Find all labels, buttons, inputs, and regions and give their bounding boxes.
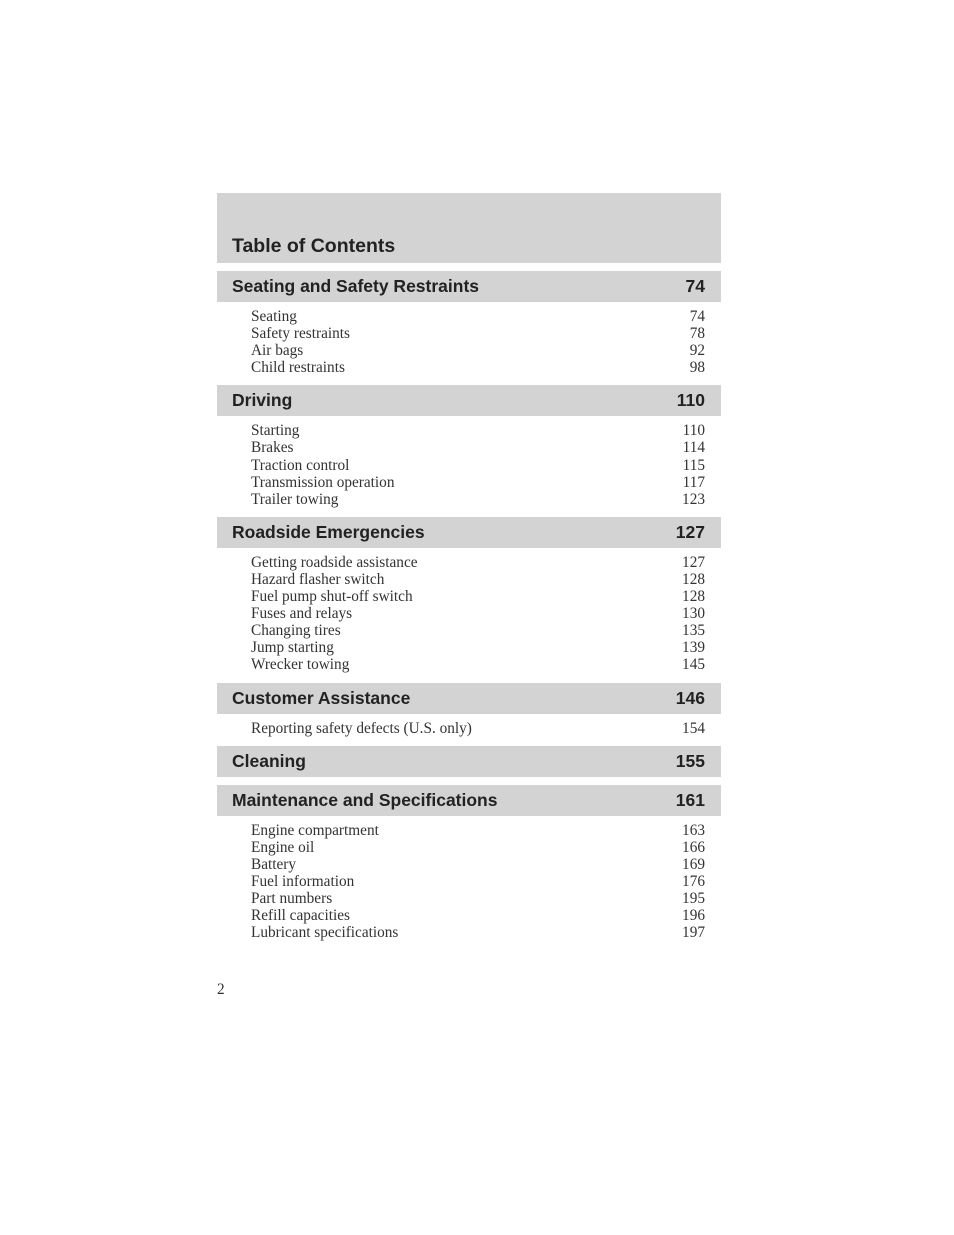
toc-entry[interactable] (217, 890, 721, 907)
toc-entry[interactable] (217, 924, 721, 941)
section-page: 110 (676, 390, 705, 411)
section-page: 146 (675, 687, 705, 708)
toc-entry[interactable] (217, 342, 721, 359)
entry-label: Fuel pump shut-off switch (251, 588, 413, 606)
entry-page: 163 (682, 821, 705, 839)
entry-page: 117 (682, 473, 705, 491)
entry-label: Air bags (251, 342, 304, 360)
entry-label: Fuses and relays (251, 605, 353, 623)
entry-label: Traction control (251, 456, 350, 474)
toc-entry[interactable] (217, 839, 721, 856)
section-heading[interactable] (217, 517, 721, 548)
section-page: 155 (675, 750, 705, 771)
section-items (217, 416, 721, 508)
toc-entry[interactable] (217, 439, 721, 456)
section-title: Driving (232, 390, 293, 411)
entry-page: 127 (682, 553, 705, 571)
entry-page: 154 (682, 719, 705, 737)
entry-page: 130 (682, 605, 705, 623)
toc-entry[interactable] (217, 325, 721, 342)
section-heading[interactable] (217, 385, 721, 416)
toc-sections (217, 271, 721, 942)
entry-label: Engine compartment (251, 821, 379, 839)
entry-page: 176 (682, 872, 705, 890)
entry-page: 114 (682, 439, 705, 457)
toc-section (217, 746, 721, 777)
toc-section (217, 271, 721, 377)
section-heading[interactable] (217, 746, 721, 777)
entry-page: 197 (682, 924, 705, 942)
entry-label: Getting roadside assistance (251, 553, 418, 571)
page-title: Table of Contents (232, 235, 396, 257)
toc-entry[interactable] (217, 308, 721, 325)
toc-entry[interactable] (217, 359, 721, 376)
entry-label: Lubricant specifications (251, 924, 399, 942)
entry-label: Wrecker towing (251, 656, 350, 674)
entry-label: Battery (251, 855, 297, 873)
entry-label: Refill capacities (251, 907, 350, 925)
toc-entry[interactable] (217, 622, 721, 639)
section-title: Customer Assistance (232, 687, 411, 708)
section-page: 161 (675, 789, 705, 810)
section-title: Cleaning (232, 750, 306, 771)
entry-label: Jump starting (251, 639, 334, 657)
section-items (217, 816, 721, 943)
toc-entry[interactable] (217, 422, 721, 439)
entry-page: 92 (689, 342, 705, 360)
toc-entry[interactable] (217, 720, 721, 737)
page-number: 2 (217, 981, 225, 998)
section-page: 127 (675, 521, 705, 542)
toc-entry[interactable] (217, 605, 721, 622)
entry-page: 74 (689, 308, 705, 325)
entry-page: 78 (689, 325, 705, 343)
entry-page: 110 (682, 422, 705, 440)
entry-label: Changing tires (251, 622, 341, 640)
toc-header (217, 193, 721, 263)
entry-page: 128 (682, 588, 705, 606)
toc-entry[interactable] (217, 656, 721, 673)
entry-label: Trailer towing (251, 490, 339, 508)
section-title: Seating and Safety Restraints (232, 276, 480, 296)
entry-page: 115 (682, 456, 705, 474)
section-title: Roadside Emergencies (232, 521, 425, 542)
toc-section (217, 683, 721, 738)
section-items (217, 548, 721, 675)
toc-section (217, 785, 721, 943)
entry-page: 123 (682, 490, 705, 508)
entry-label: Transmission operation (251, 473, 395, 491)
section-items (217, 302, 721, 377)
toc-entry[interactable] (217, 873, 721, 890)
section-items (217, 714, 721, 738)
entry-label: Fuel information (251, 872, 355, 890)
toc-entry[interactable] (217, 856, 721, 873)
section-heading[interactable] (217, 785, 721, 816)
toc-entry[interactable] (217, 639, 721, 656)
section-title: Maintenance and Specifications (232, 789, 498, 810)
entry-label: Reporting safety defects (U.S. only) (251, 719, 472, 737)
entry-page: 135 (682, 622, 705, 640)
entry-label: Part numbers (251, 889, 333, 907)
entry-page: 166 (682, 838, 705, 856)
section-heading[interactable] (217, 271, 721, 302)
toc-entry[interactable] (217, 907, 721, 924)
entry-label: Starting (251, 422, 300, 440)
entry-label: Safety restraints (251, 325, 350, 343)
toc-entry[interactable] (217, 474, 721, 491)
entry-label: Engine oil (251, 838, 315, 856)
toc-entry[interactable] (217, 457, 721, 474)
entry-page: 196 (682, 907, 705, 925)
toc-entry[interactable] (217, 571, 721, 588)
toc-entry[interactable] (217, 588, 721, 605)
entry-label: Brakes (251, 439, 294, 457)
entry-page: 169 (682, 855, 705, 873)
entry-label: Child restraints (251, 359, 345, 377)
entry-page: 145 (682, 656, 705, 674)
toc-entry[interactable] (217, 822, 721, 839)
entry-label: Seating (251, 308, 297, 325)
toc-section (217, 385, 721, 508)
section-heading[interactable] (217, 683, 721, 714)
table-of-contents (217, 193, 721, 942)
section-page: 74 (685, 276, 705, 296)
entry-page: 128 (682, 570, 705, 588)
entry-page: 98 (689, 359, 705, 377)
toc-section (217, 517, 721, 675)
toc-entry[interactable] (217, 554, 721, 571)
entry-page: 195 (682, 889, 705, 907)
entry-page: 139 (682, 639, 705, 657)
entry-label: Hazard flasher switch (251, 570, 385, 588)
toc-entry[interactable] (217, 491, 721, 508)
